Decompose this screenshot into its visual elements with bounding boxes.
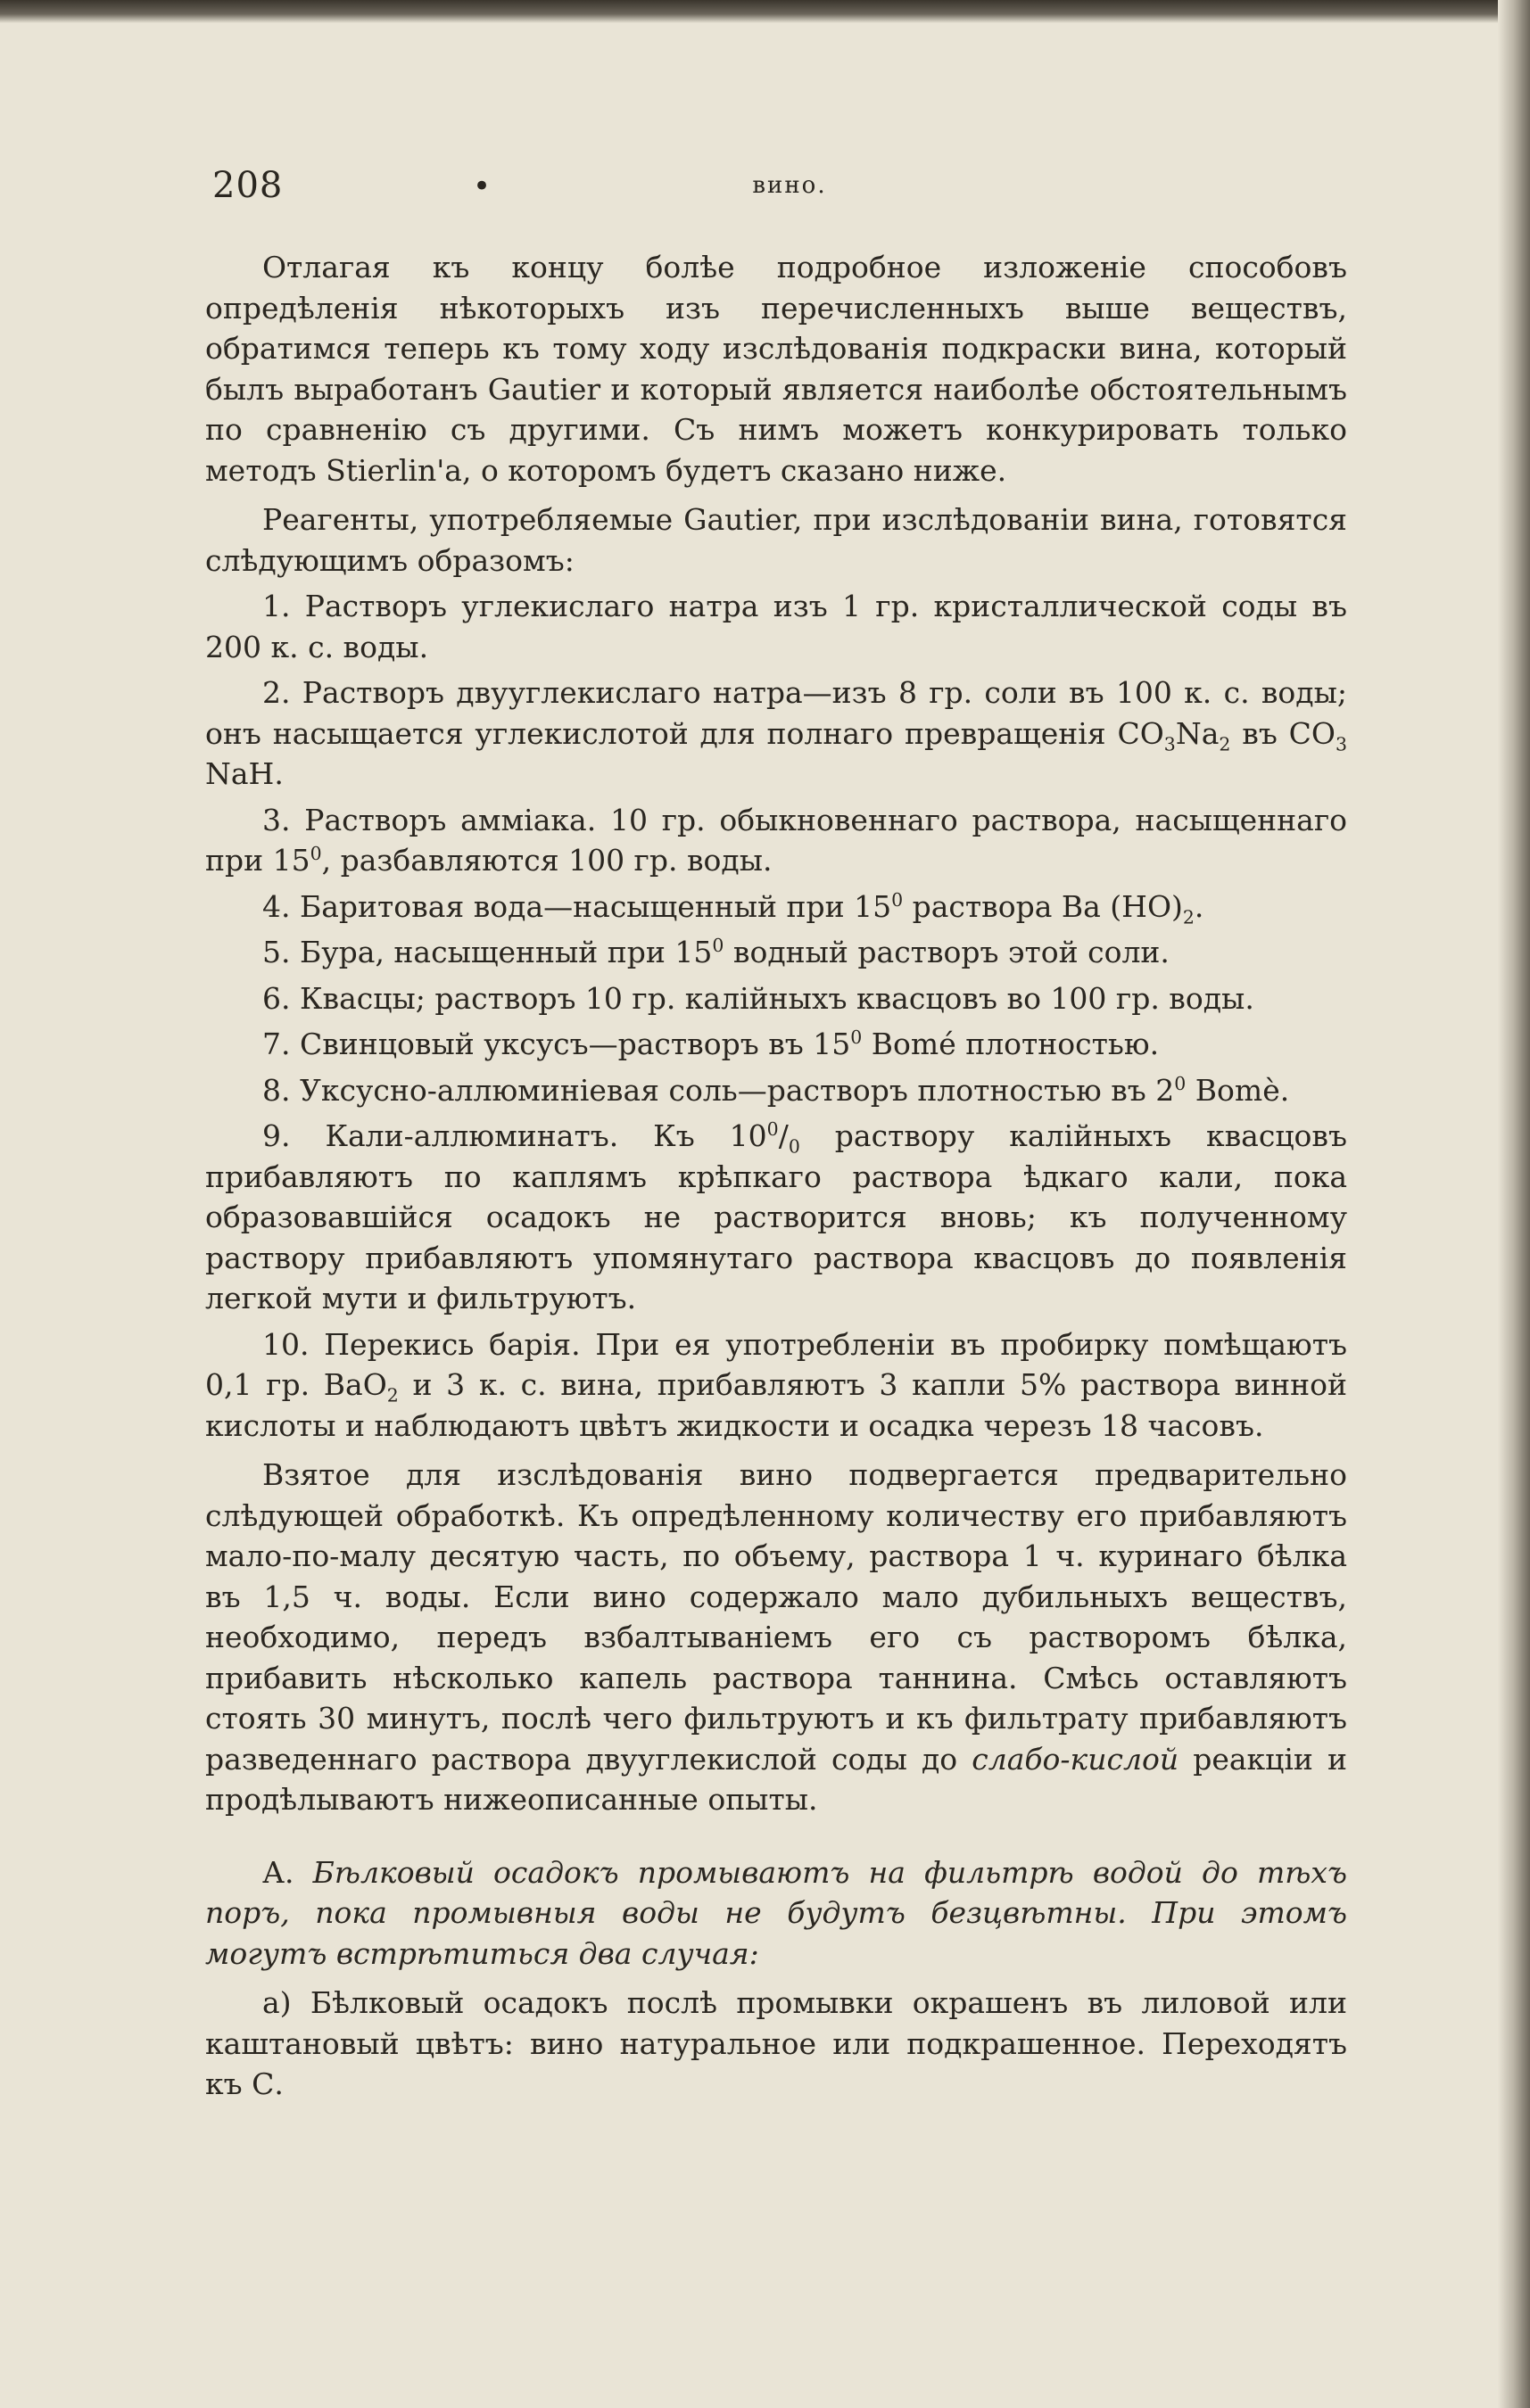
- reagent-7-text-a: 7. Свинцовый уксусъ—растворъ въ 15: [262, 1027, 851, 1061]
- paragraph-reagents: Реагенты, употребляемые Gautier, при изслѣдованіи вина, готовятся слѣдующимъ образомъ:: [205, 502, 1347, 578]
- reagent-9-text-b: раствору калійныхъ квасцовъ прибавляютъ по каплямъ крѣпкаго раствора ѣдкаго кали, пока образовавшійся осадокъ не растворится вновь; къ полученному раствору прибавляютъ упомянутаго раствора квасцовъ до появленія легкой мути и фильтруютъ.: [205, 1118, 1347, 1315]
- reagent-8-text-b: Bomè.: [1186, 1072, 1290, 1108]
- reagent-5: [205, 932, 1347, 973]
- reagent-10-text-a: 10. Перекись барія. При ея употребленіи въ пробирку помѣщаютъ 0,1 гр. BaO: [205, 1326, 1347, 1402]
- preparation-text-a: Взятое для изслѣдованія вино подвергается предварительно слѣдующей обработкѣ. Къ опредѣленному количеству его прибавляютъ мало-по-малу десятую часть, по объему, раствора 1 ч. куринаго бѣлка въ 1,5 ч. воды. Если вино содержало мало дубильныхъ веществъ, необходимо, передъ взбалтываніемъ его съ растворомъ бѣлка, прибавить нѣсколько капель раствора таннина. Смѣсь оставляютъ стоять 30 минутъ, послѣ чего фильтруютъ и къ фильтрату прибавляютъ разведеннаго раствора двууглекислой соды до: [205, 1457, 1347, 1777]
- reagent-7: [205, 1024, 1347, 1065]
- reagent-1: 1. Растворъ углекислаго натра изъ 1 гр. кристаллической соды въ 200 к. с. воды.: [205, 589, 1347, 664]
- reagent-4-text-a: 4. Баритовая вода—насыщенный при 15: [262, 888, 892, 924]
- reagent-3-text-a: 3. Растворъ амміака. 10 гр. обыкновеннаго раствора, насыщеннаго при 15: [205, 802, 1347, 878]
- section-a-label: А.: [262, 1854, 313, 1890]
- book-page: [205, 165, 1347, 2105]
- reagent-5-text-a: 5. Бура, насыщенный при 15: [262, 935, 713, 969]
- reagent-3-text-b: , разбавляются 100 гр. воды.: [321, 843, 773, 878]
- reagent-4-sub: 2: [1182, 906, 1195, 928]
- reagent-2-text-d: NaH.: [205, 756, 284, 791]
- reagent-2-sub-3: 3: [1336, 733, 1348, 755]
- reagent-3: [205, 800, 1347, 881]
- reagent-10-text-b: и 3 к. с. вина, прибавляютъ 3 капли 5%: [398, 1367, 1067, 1402]
- reagent-10-text-c: раствора винной кислоты и наблюдаютъ цвѣтъ жидкости и осадка черезъ 18 часовъ.: [205, 1367, 1347, 1443]
- reagent-4-text-c: .: [1194, 888, 1204, 924]
- reagent-7-degree: 0: [850, 1027, 863, 1048]
- reagent-6: 6. Квасцы; растворъ 10 гр. калійныхъ квасцовъ во 100 гр. воды.: [262, 980, 1254, 1016]
- body-text: [205, 247, 1347, 2105]
- reagent-2-sub-2: 2: [1219, 733, 1231, 755]
- reagent-2: [205, 672, 1347, 795]
- page-header: [205, 165, 1347, 219]
- reagent-7-text-b: Bomé плотностью.: [862, 1027, 1160, 1061]
- reagent-10: [205, 1324, 1347, 1447]
- reagent-4: [205, 887, 1347, 928]
- preparation-text-b: реакціи и продѣлываютъ нижеописанные опыты.: [205, 1741, 1347, 1817]
- reagent-9-percent-slash: /: [778, 1118, 789, 1153]
- header-dot: •: [473, 169, 492, 204]
- reagent-4-degree: 0: [891, 888, 904, 911]
- reagent-2-text-a: 2. Растворъ двууглекислаго натра—изъ 8 гр. соли въ 100 к. с. воды; онъ насыщается углекислотой для полнаго превращенія CO: [205, 675, 1347, 751]
- preparation-italic: слабо-кислой: [972, 1741, 1179, 1777]
- reagent-2-text-c: въ CO: [1230, 715, 1336, 751]
- page-right-edge: [1498, 0, 1530, 2408]
- reagent-9-percent-bottom: 0: [788, 1135, 800, 1158]
- reagent-3-degree: 0: [310, 843, 322, 864]
- reagent-9-text-a: 9. Кали-аллюминатъ. Къ 10: [262, 1118, 767, 1153]
- reagent-8-degree: 0: [1174, 1072, 1187, 1094]
- paragraph-intro: Отлагая къ концу болѣе подробное изложеніе способовъ опредѣленія нѣкоторыхъ изъ перечисленныхъ выше веществъ, обратимся теперь къ тому ходу изслѣдованія подкраски вина, который былъ выработанъ Gautier и который является наиболѣе обстоятельнымъ по сравненію съ другими. Съ нимъ можетъ конкурировать только методъ Stierlin'a, о которомъ будетъ сказано ниже.: [205, 250, 1347, 488]
- reagent-5-degree: 0: [712, 935, 724, 956]
- reagent-9: [205, 1116, 1347, 1319]
- reagent-8-text-a: 8. Уксусно-аллюминіевая соль—растворъ плотностью въ 2: [262, 1072, 1175, 1108]
- case-a-item: а) Бѣлковый осадокъ послѣ промывки окрашенъ въ лиловой или каштановый цвѣтъ: вино натуральное или подкрашенное. Переходятъ къ С.: [205, 1985, 1347, 2101]
- paragraph-preparation: [205, 1455, 1347, 1820]
- reagent-8: [205, 1070, 1347, 1111]
- reagent-4-text-b: раствора Ba (HO): [903, 888, 1183, 924]
- section-a-italic: Бѣлковый осадокъ промываютъ на фильтрѣ водой до тѣхъ поръ, пока промывныя воды не будутъ безцвѣтны. При этомъ могутъ встрѣтиться два случая:: [205, 1854, 1347, 1971]
- reagent-9-percent-top: 0: [766, 1118, 779, 1140]
- running-title: вино.: [752, 172, 827, 199]
- section-a: [205, 1852, 1347, 1975]
- reagent-5-text-b: водный растворъ этой соли.: [724, 935, 1170, 969]
- reagent-2-sub-1: 3: [1163, 733, 1176, 755]
- reagent-10-sub: 2: [386, 1384, 399, 1406]
- page-number: 208: [212, 165, 284, 206]
- page-top-edge: [0, 0, 1530, 23]
- reagent-2-text-b: Na: [1175, 715, 1220, 751]
